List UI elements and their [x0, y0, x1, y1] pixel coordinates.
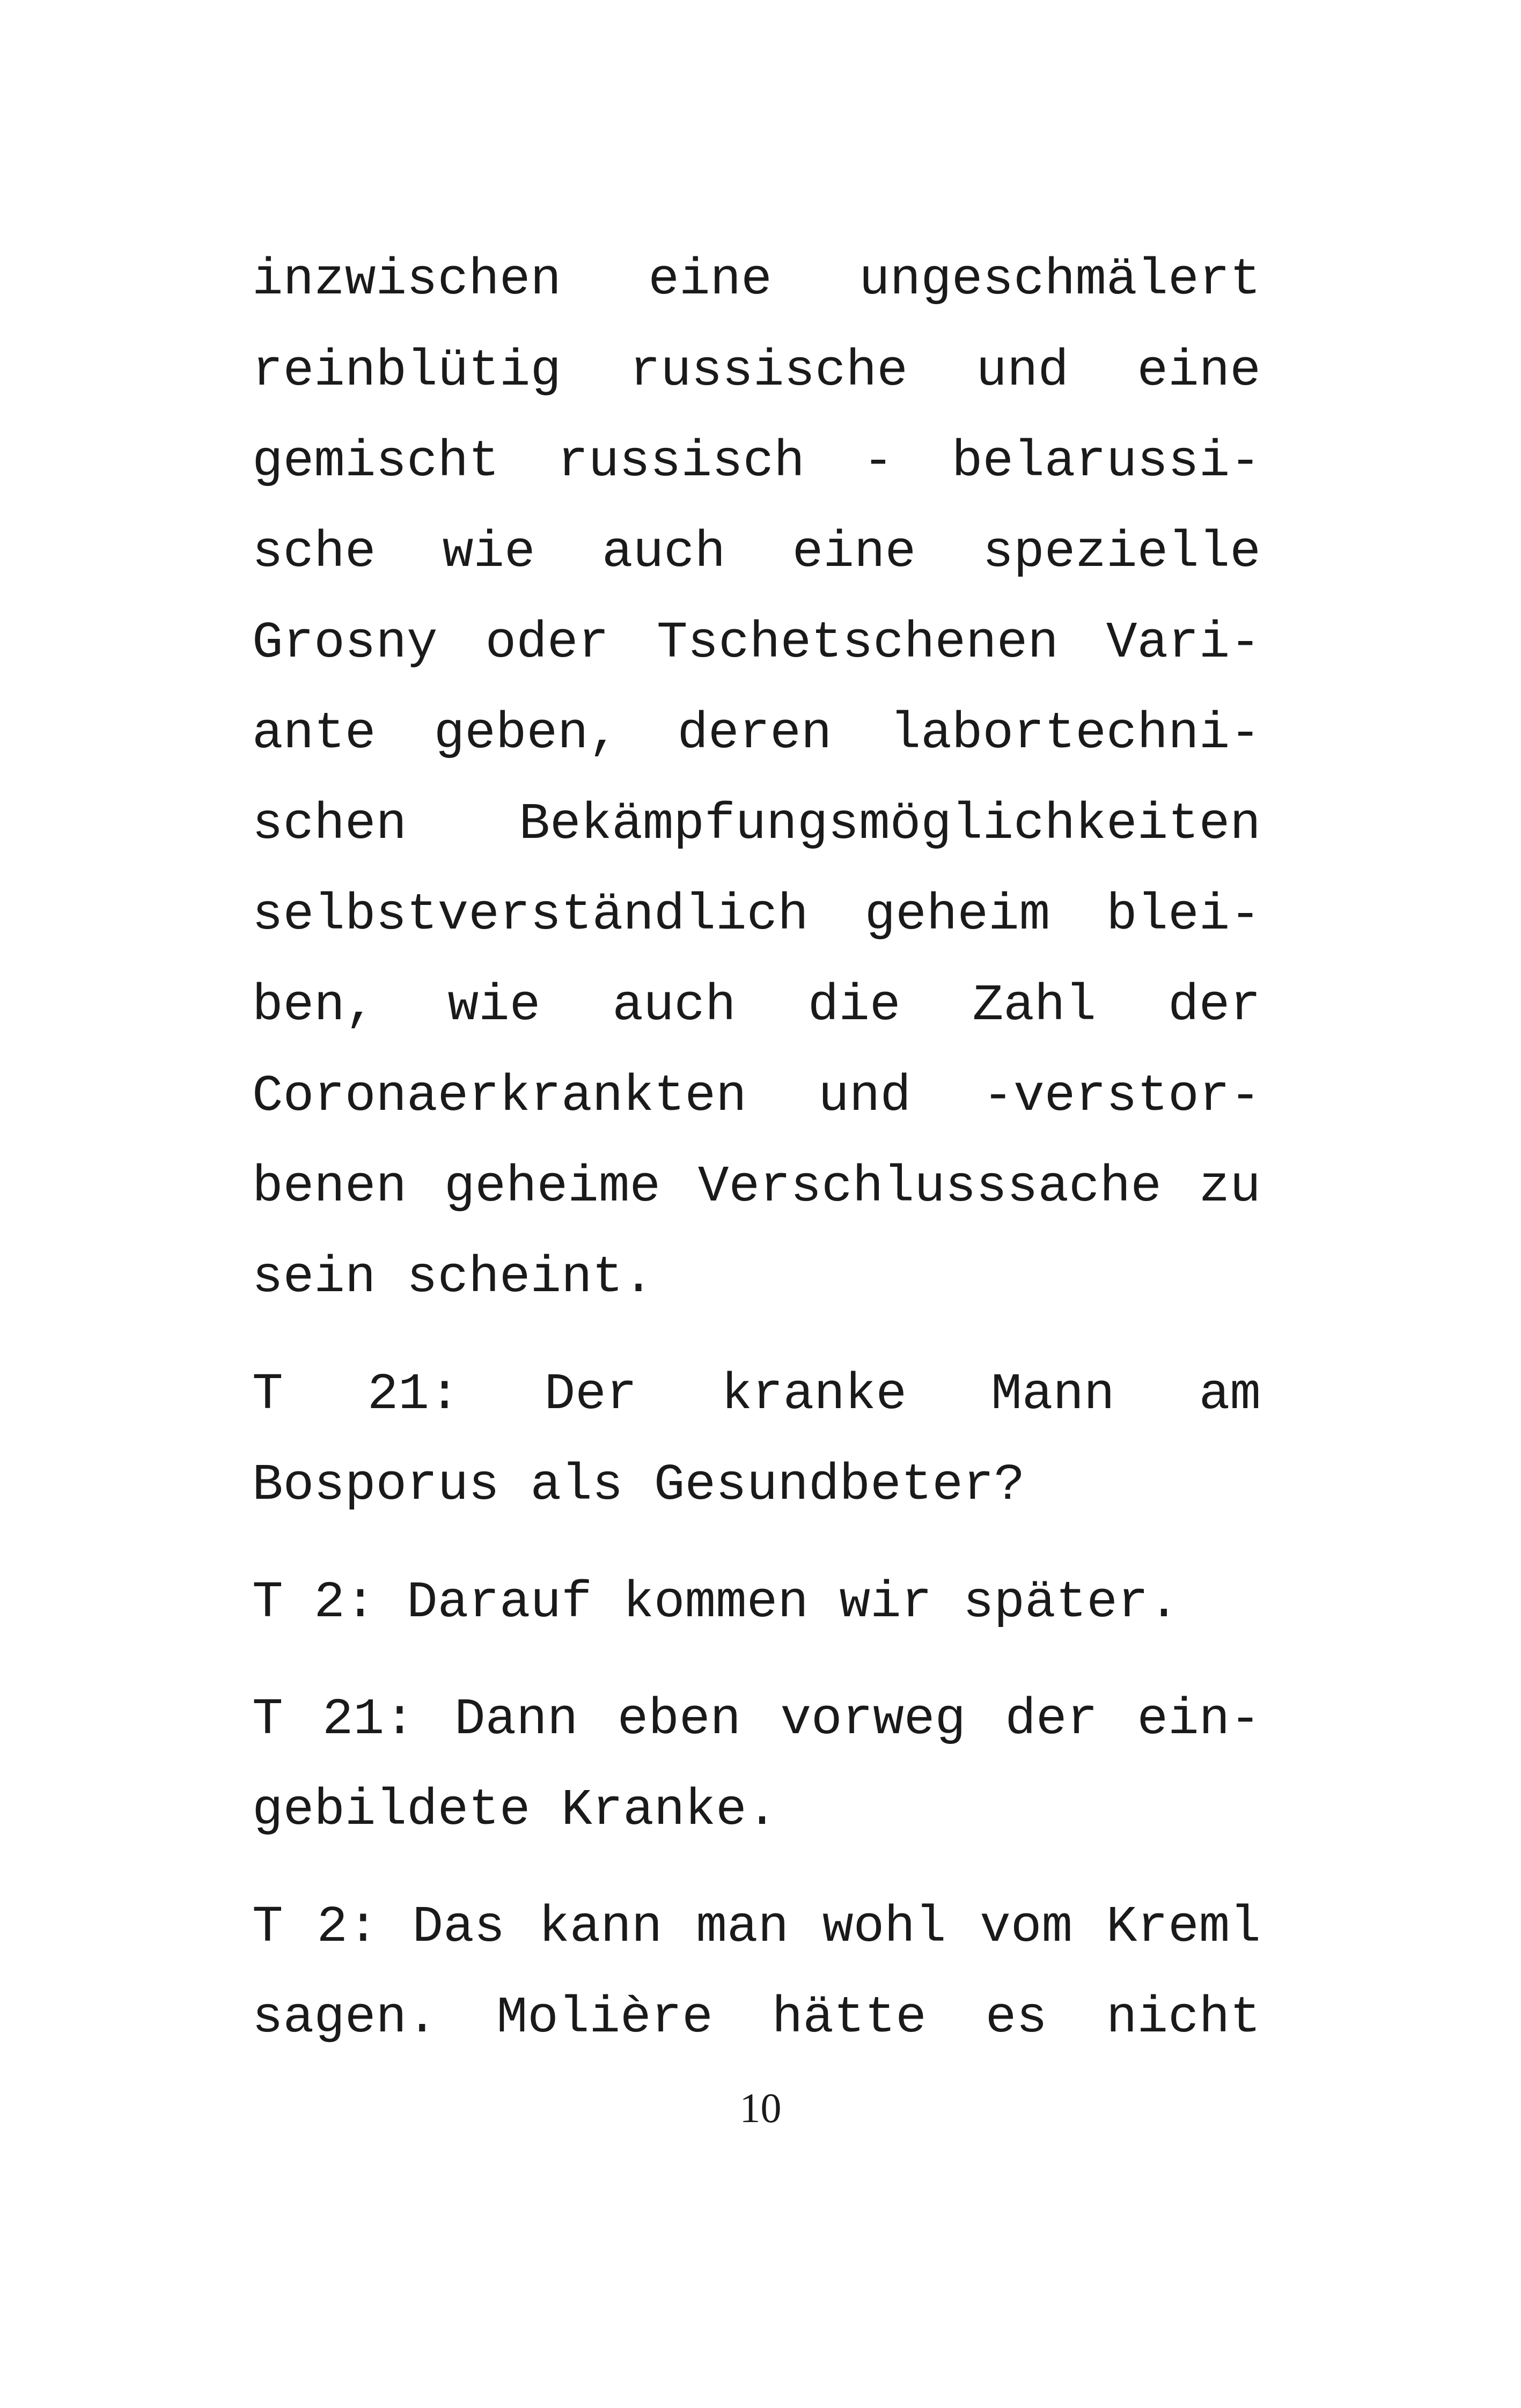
- word: wohl: [822, 1898, 946, 1956]
- text-line: [252, 1155, 1261, 1219]
- word: T: [252, 1898, 283, 1956]
- word: eine: [792, 523, 916, 581]
- word: Tschetschenen: [657, 614, 1059, 672]
- word: als: [530, 1456, 623, 1514]
- word: Vari-: [1106, 614, 1261, 672]
- text-line: [252, 1246, 1261, 1310]
- word: sein: [252, 1248, 376, 1307]
- word: inzwischen: [252, 251, 562, 309]
- word: Darauf: [407, 1573, 592, 1632]
- text-line: [252, 702, 1261, 766]
- word: -verstor-: [982, 1067, 1261, 1125]
- word: ben,: [252, 976, 376, 1035]
- word: Grosny: [252, 614, 438, 672]
- word: vom: [980, 1898, 1073, 1956]
- word: geheim: [864, 886, 1050, 944]
- text-line: [252, 520, 1261, 585]
- word: der: [1168, 976, 1261, 1035]
- word: benen: [252, 1158, 407, 1216]
- word: spezielle: [982, 523, 1261, 581]
- word: und: [818, 1067, 912, 1125]
- word: man: [696, 1898, 789, 1956]
- dialogue-line: [252, 1453, 1261, 1518]
- word: vorweg: [780, 1690, 966, 1749]
- word: schen: [252, 795, 407, 853]
- word: wir: [839, 1573, 932, 1632]
- word: später.: [962, 1573, 1180, 1632]
- word: am: [1199, 1365, 1261, 1424]
- word: eben: [617, 1690, 741, 1749]
- word: es: [985, 1989, 1047, 2047]
- word: scheint.: [407, 1248, 654, 1307]
- word: selbstverständlich: [252, 886, 809, 944]
- word: ungeschmälert: [859, 251, 1261, 309]
- word: 2:: [314, 1573, 376, 1632]
- word: belarussi-: [951, 432, 1261, 491]
- word: der: [1005, 1690, 1098, 1749]
- word: gemischt: [252, 432, 499, 491]
- text-line: [252, 883, 1261, 947]
- word: 21:: [322, 1690, 415, 1749]
- word: Kreml: [1106, 1898, 1261, 1956]
- word: zu: [1199, 1158, 1261, 1216]
- word: sche: [252, 523, 376, 581]
- word: auch: [612, 976, 736, 1035]
- word: kommen: [623, 1573, 809, 1632]
- word: die: [807, 976, 901, 1035]
- word: gebildete: [252, 1781, 531, 1839]
- word: russische: [629, 342, 908, 400]
- word: Zahl: [972, 976, 1097, 1035]
- word: T: [252, 1365, 283, 1424]
- text-line: [252, 792, 1261, 857]
- dialogue-line: [252, 1778, 1261, 1843]
- dialogue-line: [252, 1571, 1261, 1635]
- word: 21:: [367, 1365, 460, 1424]
- word: hätte: [771, 1989, 927, 2047]
- word: Kranke.: [561, 1781, 778, 1839]
- word: geheime: [444, 1158, 661, 1216]
- dialogue-line: [252, 1363, 1261, 1427]
- word: eine: [648, 251, 772, 309]
- word: Bosporus: [252, 1456, 499, 1514]
- word: blei-: [1106, 886, 1261, 944]
- word: Der: [544, 1365, 637, 1424]
- word: Molière: [496, 1989, 713, 2047]
- word: kranke: [721, 1365, 907, 1424]
- word: russisch: [557, 432, 805, 491]
- word: -: [863, 432, 894, 491]
- word: deren: [677, 704, 832, 763]
- word: 2:: [317, 1898, 379, 1956]
- word: T: [252, 1690, 283, 1749]
- dialogue-line: [252, 1895, 1261, 1960]
- word: reinblütig: [252, 342, 562, 400]
- word: kann: [539, 1898, 663, 1956]
- word: und: [976, 342, 1069, 400]
- text-line: [252, 430, 1261, 494]
- word: sagen.: [252, 1989, 438, 2047]
- text-line: [252, 1064, 1261, 1129]
- word: ein-: [1137, 1690, 1261, 1749]
- word: T: [252, 1573, 283, 1632]
- word: wie: [442, 523, 535, 581]
- text-line: [252, 248, 1261, 312]
- word: nicht: [1106, 1989, 1261, 2047]
- word: Gesundbeter?: [653, 1456, 1025, 1514]
- dialogue-line: [252, 1986, 1261, 2050]
- word: ante: [252, 704, 376, 763]
- text-line: [252, 974, 1261, 1038]
- text-line: [252, 339, 1261, 403]
- word: Bekämpfungsmöglichkeiten: [519, 795, 1261, 853]
- word: wie: [447, 976, 541, 1035]
- word: Das: [412, 1898, 505, 1956]
- text-line: [252, 611, 1261, 675]
- word: Coronaerkrankten: [252, 1067, 747, 1125]
- word: labortechni-: [890, 704, 1261, 763]
- dialogue-line: [252, 1688, 1261, 1752]
- word: Mann: [991, 1365, 1115, 1424]
- word: auch: [601, 523, 726, 581]
- page-number: 10: [739, 2085, 782, 2131]
- word: geben,: [433, 704, 620, 763]
- word: oder: [485, 614, 609, 672]
- word: Verschlusssache: [697, 1158, 1162, 1216]
- word: Dann: [454, 1690, 578, 1749]
- word: eine: [1137, 342, 1261, 400]
